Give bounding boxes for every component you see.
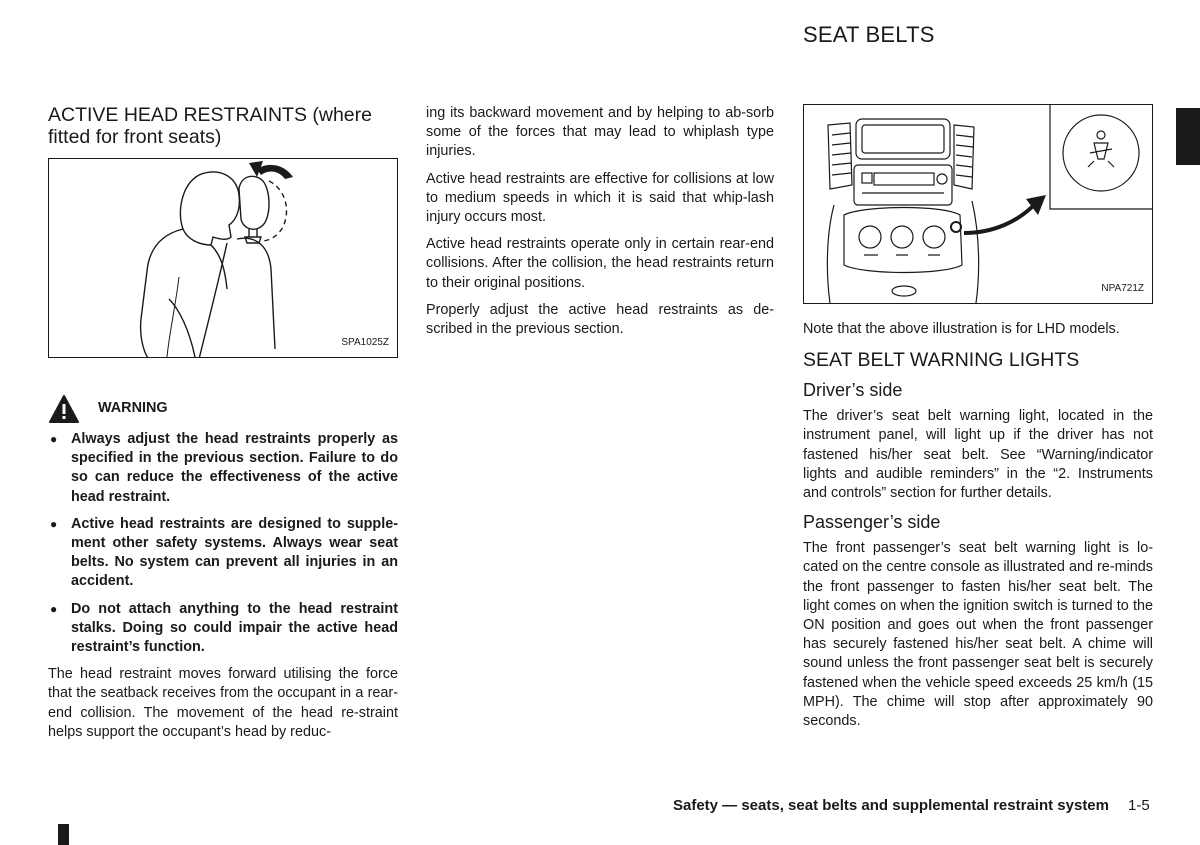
head-restraint-body: The head restraint moves forward utilising the force that the seatback receives from the occupant in a rear-end collision. The movement of the head re-straint helps support the occupant’s head by reduc- bbox=[48, 666, 398, 740]
paragraph: Active head restraints are effective for collisions at low to medium speeds in which it is said that whip-lash injury occurs most. bbox=[426, 170, 774, 226]
paragraph: ing its backward movement and by helping to ab-sorb some of the forces that may lead to whiplash type injuries. bbox=[426, 105, 774, 160]
passengers-side-heading: Passenger’s side bbox=[803, 512, 941, 533]
footer-section-title: Safety — seats, seat belts and supplemental restraint system bbox=[672, 797, 1109, 814]
drivers-side-heading: Driver’s side bbox=[803, 380, 903, 401]
chapter-tab-marker bbox=[1176, 108, 1200, 165]
warning-title: WARNING bbox=[98, 400, 168, 417]
lhd-note: Note that the above illustration is for LHD models. bbox=[803, 321, 1120, 337]
figure-code: SPA1025Z bbox=[341, 336, 389, 348]
warning-item: ● Always adjust the head restraints properly as specified in the previous section. Failure to do so can reduce the effectiveness of the active head restraint. bbox=[48, 430, 398, 507]
page-header-title: SEAT BELTS bbox=[803, 22, 935, 47]
page-number: 1-5 bbox=[1128, 797, 1150, 814]
warning-block bbox=[48, 392, 398, 657]
centre-console-illustration bbox=[804, 105, 1152, 303]
warning-item: ● Active head restraints are designed to supple-ment other safety systems. Always wear seat belts. No system can prevent all injuries in an accident. bbox=[48, 515, 398, 592]
page-corner-mark bbox=[58, 824, 69, 845]
figure-code: NPA721Z bbox=[1101, 282, 1144, 294]
passengers-side-body: The front passenger’s seat belt warning light is lo-cated on the centre console as illustrated and re-minds the front passenger to fasten his/her seat belt. The light comes on when the ignition switch is turned to the ON position and goes out when the front passenger has securely fastened his/her seat belt. A chime will sound unless the front passenger seat belt is securely fastened when the vehicle speed exceeds 25 km/h (15 MPH). The chime will stop after approximately 90 seconds. bbox=[803, 540, 1153, 730]
warning-item: ● Do not attach anything to the head restraint stalks. Doing so could impair the active head restraint’s function. bbox=[48, 600, 398, 658]
seat-belt-warning-lights-heading: SEAT BELT WARNING LIGHTS bbox=[803, 349, 1080, 372]
warning-header bbox=[48, 392, 398, 426]
centre-console-figure bbox=[803, 104, 1153, 304]
middle-column bbox=[426, 104, 774, 347]
head-restraint-figure bbox=[48, 158, 398, 358]
right-column bbox=[803, 104, 1153, 739]
paragraph: Properly adjust the active head restraints as de-scribed in the previous section. bbox=[426, 301, 774, 338]
head-restraint-illustration bbox=[49, 159, 397, 357]
left-column bbox=[48, 104, 398, 750]
warning-list bbox=[48, 430, 398, 657]
warning-triangle-icon bbox=[48, 394, 80, 424]
active-head-restraints-heading: ACTIVE HEAD RESTRAINTS (where fitted for front seats) bbox=[48, 104, 372, 148]
paragraph: Active head restraints operate only in certain rear-end collisions. After the collision, the head restraints return to their original positions. bbox=[426, 236, 774, 291]
drivers-side-body: The driver’s seat belt warning light, located in the instrument panel, will light up if the driver has not fastened his/her seat belt. See “Warning/indicator lights and audible reminders” in the “2. Instruments and controls” section for further details. bbox=[803, 408, 1153, 502]
